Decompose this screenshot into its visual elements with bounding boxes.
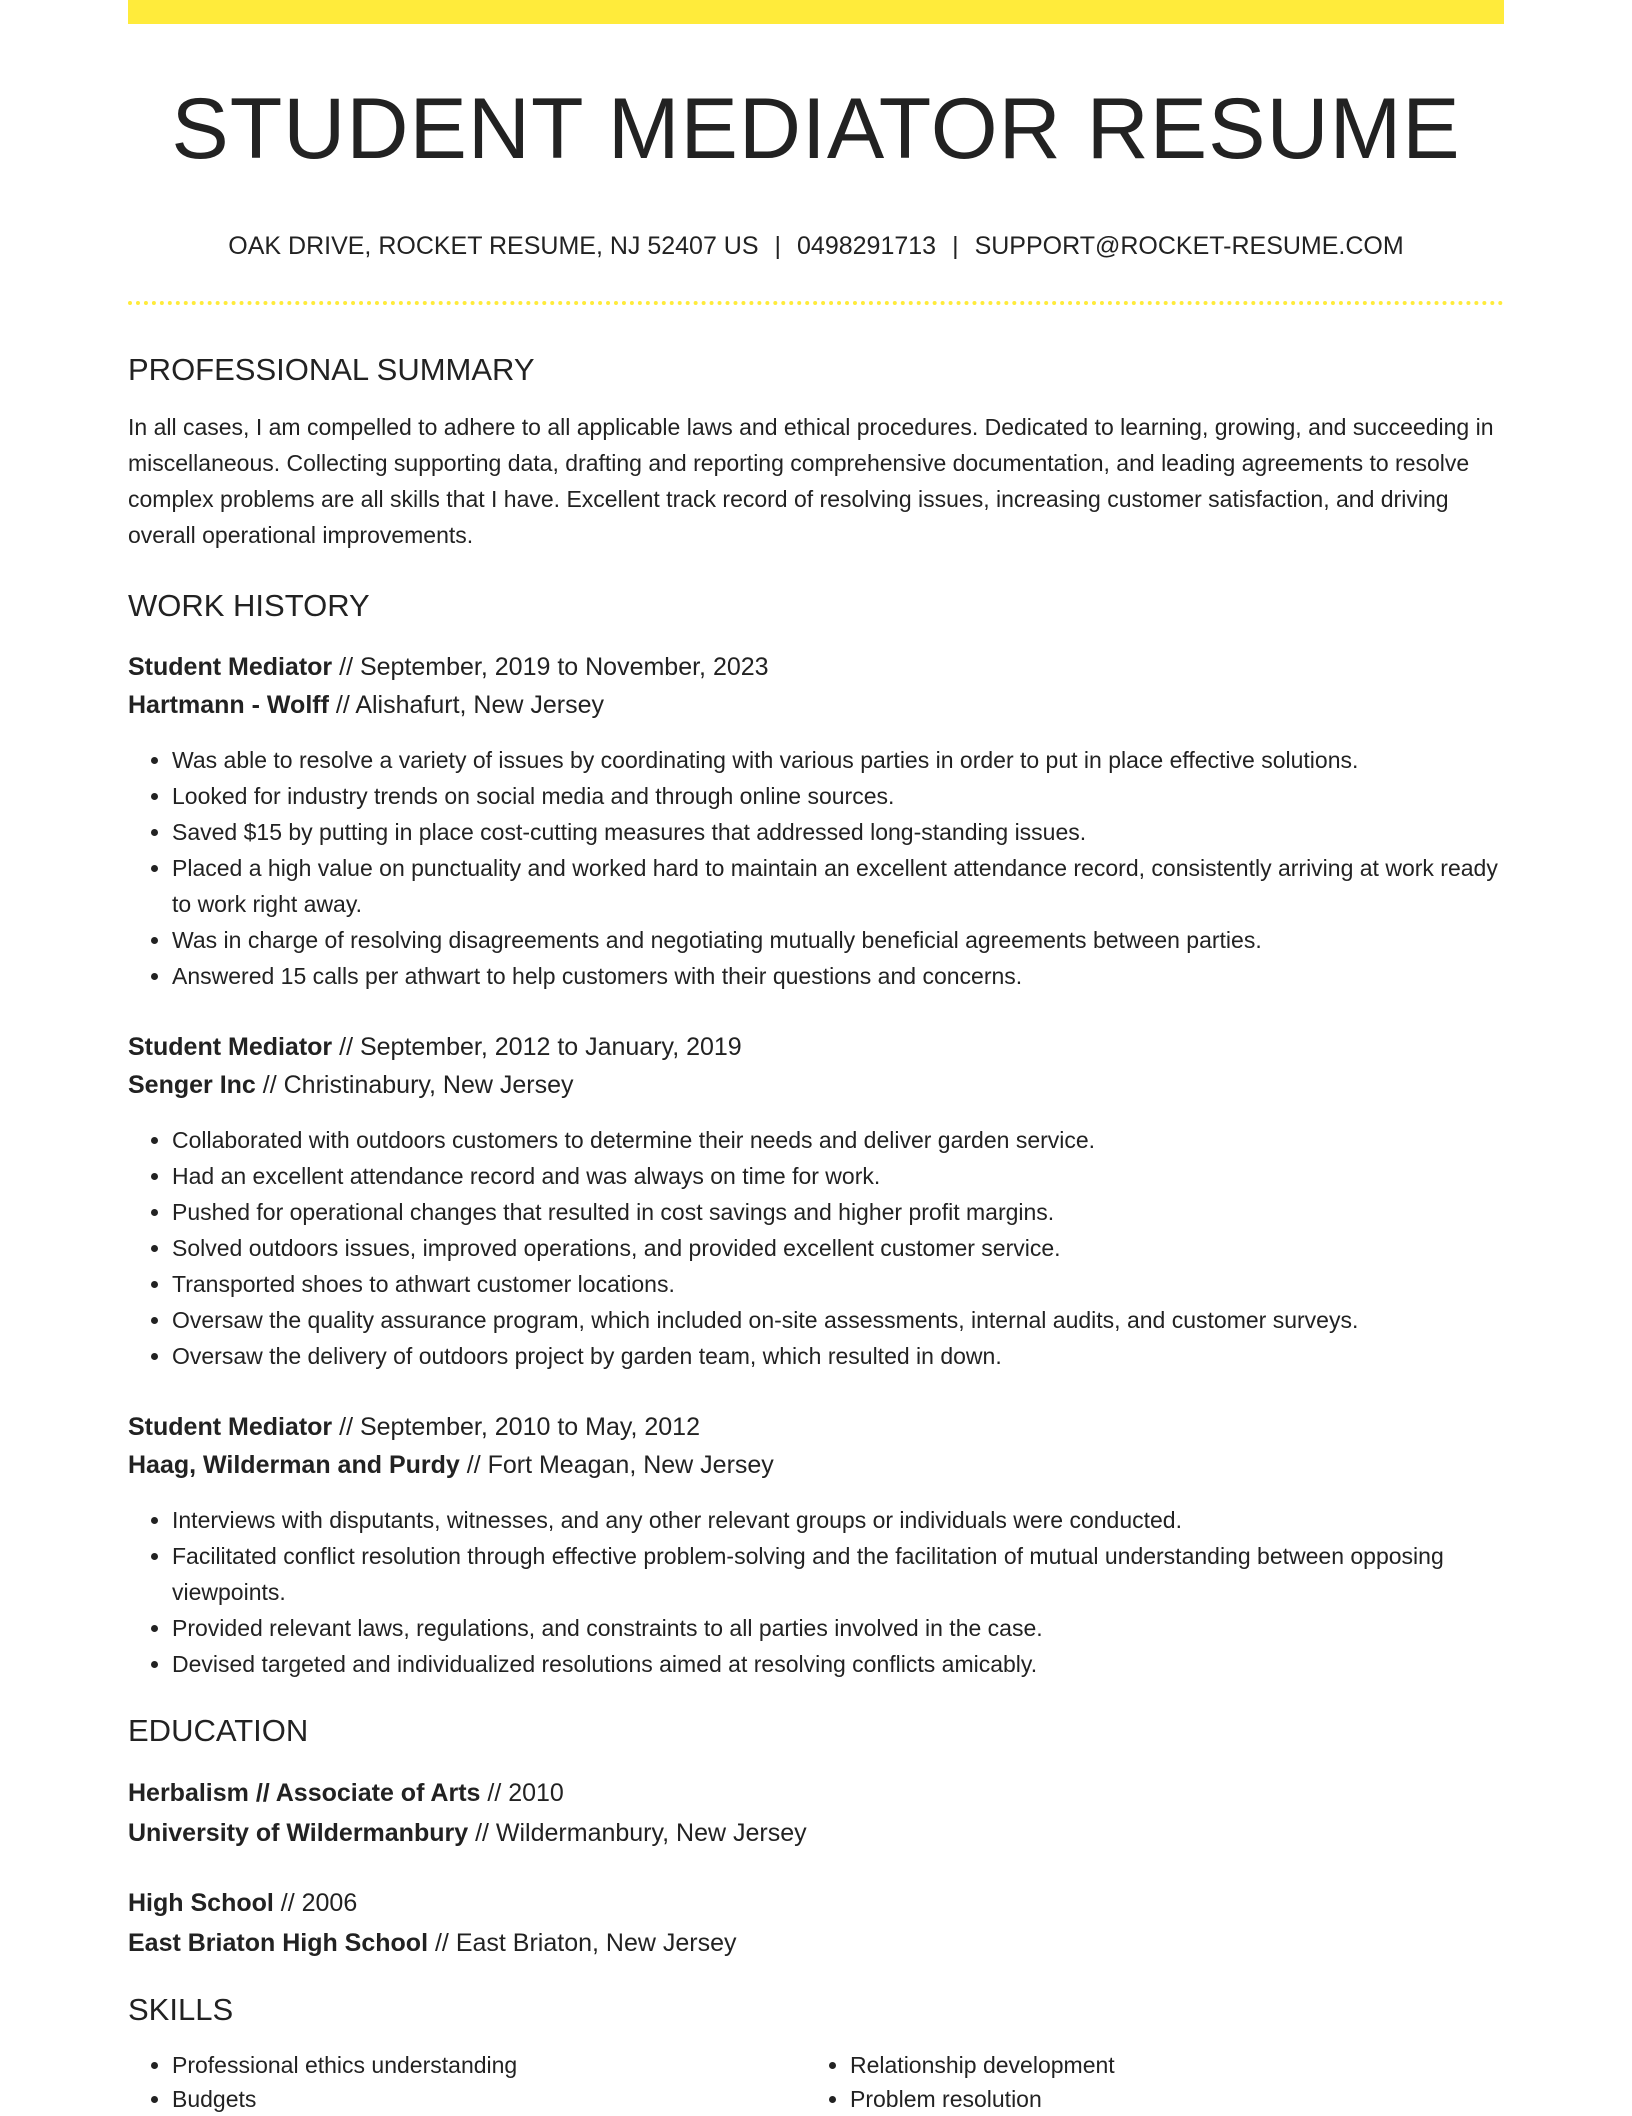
job-location: // Alishafurt, New Jersey [328,690,605,719]
job-bullet: • Devised targeted and individualized resolutions aimed at resolving conflicts amicably. [172,1646,1504,1682]
education-year: // 2010 [480,1779,564,1808]
job-location: // Christinabury, New Jersey [255,1070,574,1099]
resume-title: STUDENT MEDIATOR RESUME [171,81,1461,177]
education-location: // Wildermanbury, New Jersey [468,1819,807,1848]
job-entry [128,1408,1504,1682]
resume-page [128,0,1504,2116]
job-dates: // September, 2012 to January, 2019 [332,1032,742,1061]
job-title-line [128,1028,1504,1066]
job-entry [128,648,1504,994]
job-company-line [128,1446,1504,1484]
job-title: Student Mediator [128,652,333,681]
education-location: // East Briaton, New Jersey [428,1929,737,1958]
education-heading: EDUCATION [128,1712,309,1748]
contact-line [128,231,1504,261]
summary-section [128,351,1504,553]
education-degree: High School [128,1889,274,1918]
job-bullets [128,1122,1504,1374]
job-company: Hartmann - Wolff [128,690,329,719]
education-entry [128,1883,1504,1963]
skills-section [128,1991,1504,2116]
work-history-heading: WORK HISTORY [128,587,370,623]
skills-grid [128,2048,1504,2116]
dotted-divider [128,301,1504,305]
summary-heading: PROFESSIONAL SUMMARY [128,351,535,387]
job-entry [128,1028,1504,1374]
education-degree: Herbalism // Associate of Arts [128,1779,481,1808]
summary-text: In all cases, I am compelled to adhere to all applicable laws and ethical procedures. Dedicated to learning, growing, and succeeding in miscellaneous. Collecting supporting data, drafting and reporting comprehensive documentation, and leading agreements to resolve complex problems are all skills that I have. Excellent track record of resolving issues, increasing customer satisfaction, and driving overall operational improvements. [128,413,1494,548]
job-bullet: • Solved outdoors issues, improved operations, and provided excellent customer service. [172,1230,1504,1266]
job-title: Student Mediator [128,1412,333,1441]
job-bullet: • Was in charge of resolving disagreements and negotiating mutually beneficial agreements between parties. [172,922,1504,958]
job-bullets [128,1502,1504,1682]
contact-separator: | [952,231,959,260]
job-company-line [128,686,1504,724]
job-location: // Fort Meagan, New Jersey [459,1450,774,1479]
contact-address: OAK DRIVE, ROCKET RESUME, NJ 52407 US [228,231,759,260]
job-bullet: • Placed a high value on punctuality and worked hard to maintain an excellent attendance record, consistently arriving at work ready to work right away. [172,850,1504,922]
job-company: Haag, Wilderman and Purdy [128,1450,460,1479]
job-dates: // September, 2010 to May, 2012 [332,1412,700,1441]
job-bullet: • Provided relevant laws, regulations, and constraints to all parties involved in the case. [172,1610,1504,1646]
job-bullets [128,742,1504,994]
skills-column-left [128,2048,806,2116]
skill-item: • Problem resolution [850,2082,1484,2116]
job-bullet: • Transported shoes to athwart customer locations. [172,1266,1504,1302]
education-year: // 2006 [273,1889,358,1918]
education-school-line [128,1923,1504,1963]
job-company: Senger Inc [128,1070,256,1099]
skill-item: • Relationship development [850,2048,1484,2082]
job-bullet: • Pushed for operational changes that resulted in cost savings and higher profit margins. [172,1194,1504,1230]
job-bullet: • Was able to resolve a variety of issues by coordinating with various parties in order to put in place effective solutions. [172,742,1504,778]
top-accent-bar [128,0,1504,24]
skill-item: • Professional ethics understanding [172,2048,806,2082]
job-bullet: • Had an excellent attendance record and was always on time for work. [172,1158,1504,1194]
education-school-line [128,1813,1504,1853]
job-bullet: • Collaborated with outdoors customers to determine their needs and deliver garden service. [172,1122,1504,1158]
job-title-line [128,648,1504,686]
education-section [128,1712,1504,1963]
contact-phone: 0498291713 [797,231,937,260]
job-bullet: • Answered 15 calls per athwart to help customers with their questions and concerns. [172,958,1504,994]
job-title-line [128,1408,1504,1446]
contact-separator: | [774,231,782,260]
job-bullet: • Oversaw the delivery of outdoors project by garden team, which resulted in down. [172,1338,1504,1374]
education-school: University of Wildermanbury [128,1819,469,1848]
education-entry [128,1773,1504,1853]
job-title: Student Mediator [128,1032,333,1061]
job-company-line [128,1066,1504,1104]
job-bullet: • Looked for industry trends on social media and through online sources. [172,778,1504,814]
job-bullet: • Oversaw the quality assurance program, which included on-site assessments, internal audits, and customer surveys. [172,1302,1504,1338]
education-school: East Briaton High School [128,1929,429,1958]
job-bullet: • Interviews with disputants, witnesses, and any other relevant groups or individuals were conducted. [172,1502,1504,1538]
education-degree-line [128,1883,1504,1923]
job-bullet: • Facilitated conflict resolution through effective problem-solving and the facilitation of mutual understanding between opposing viewpoints. [172,1538,1504,1610]
skills-heading: SKILLS [128,1992,234,2028]
skill-item: • Budgets [172,2082,806,2116]
skills-column-right [806,2048,1484,2116]
contact-email[interactable]: SUPPORT@ROCKET-RESUME.COM [974,231,1404,260]
education-degree-line [128,1773,1504,1813]
job-dates: // September, 2019 to November, 2023 [332,652,769,681]
work-history-section [128,587,1504,1682]
job-bullet: • Saved $15 by putting in place cost-cutting measures that addressed long-standing issues. [172,814,1504,850]
